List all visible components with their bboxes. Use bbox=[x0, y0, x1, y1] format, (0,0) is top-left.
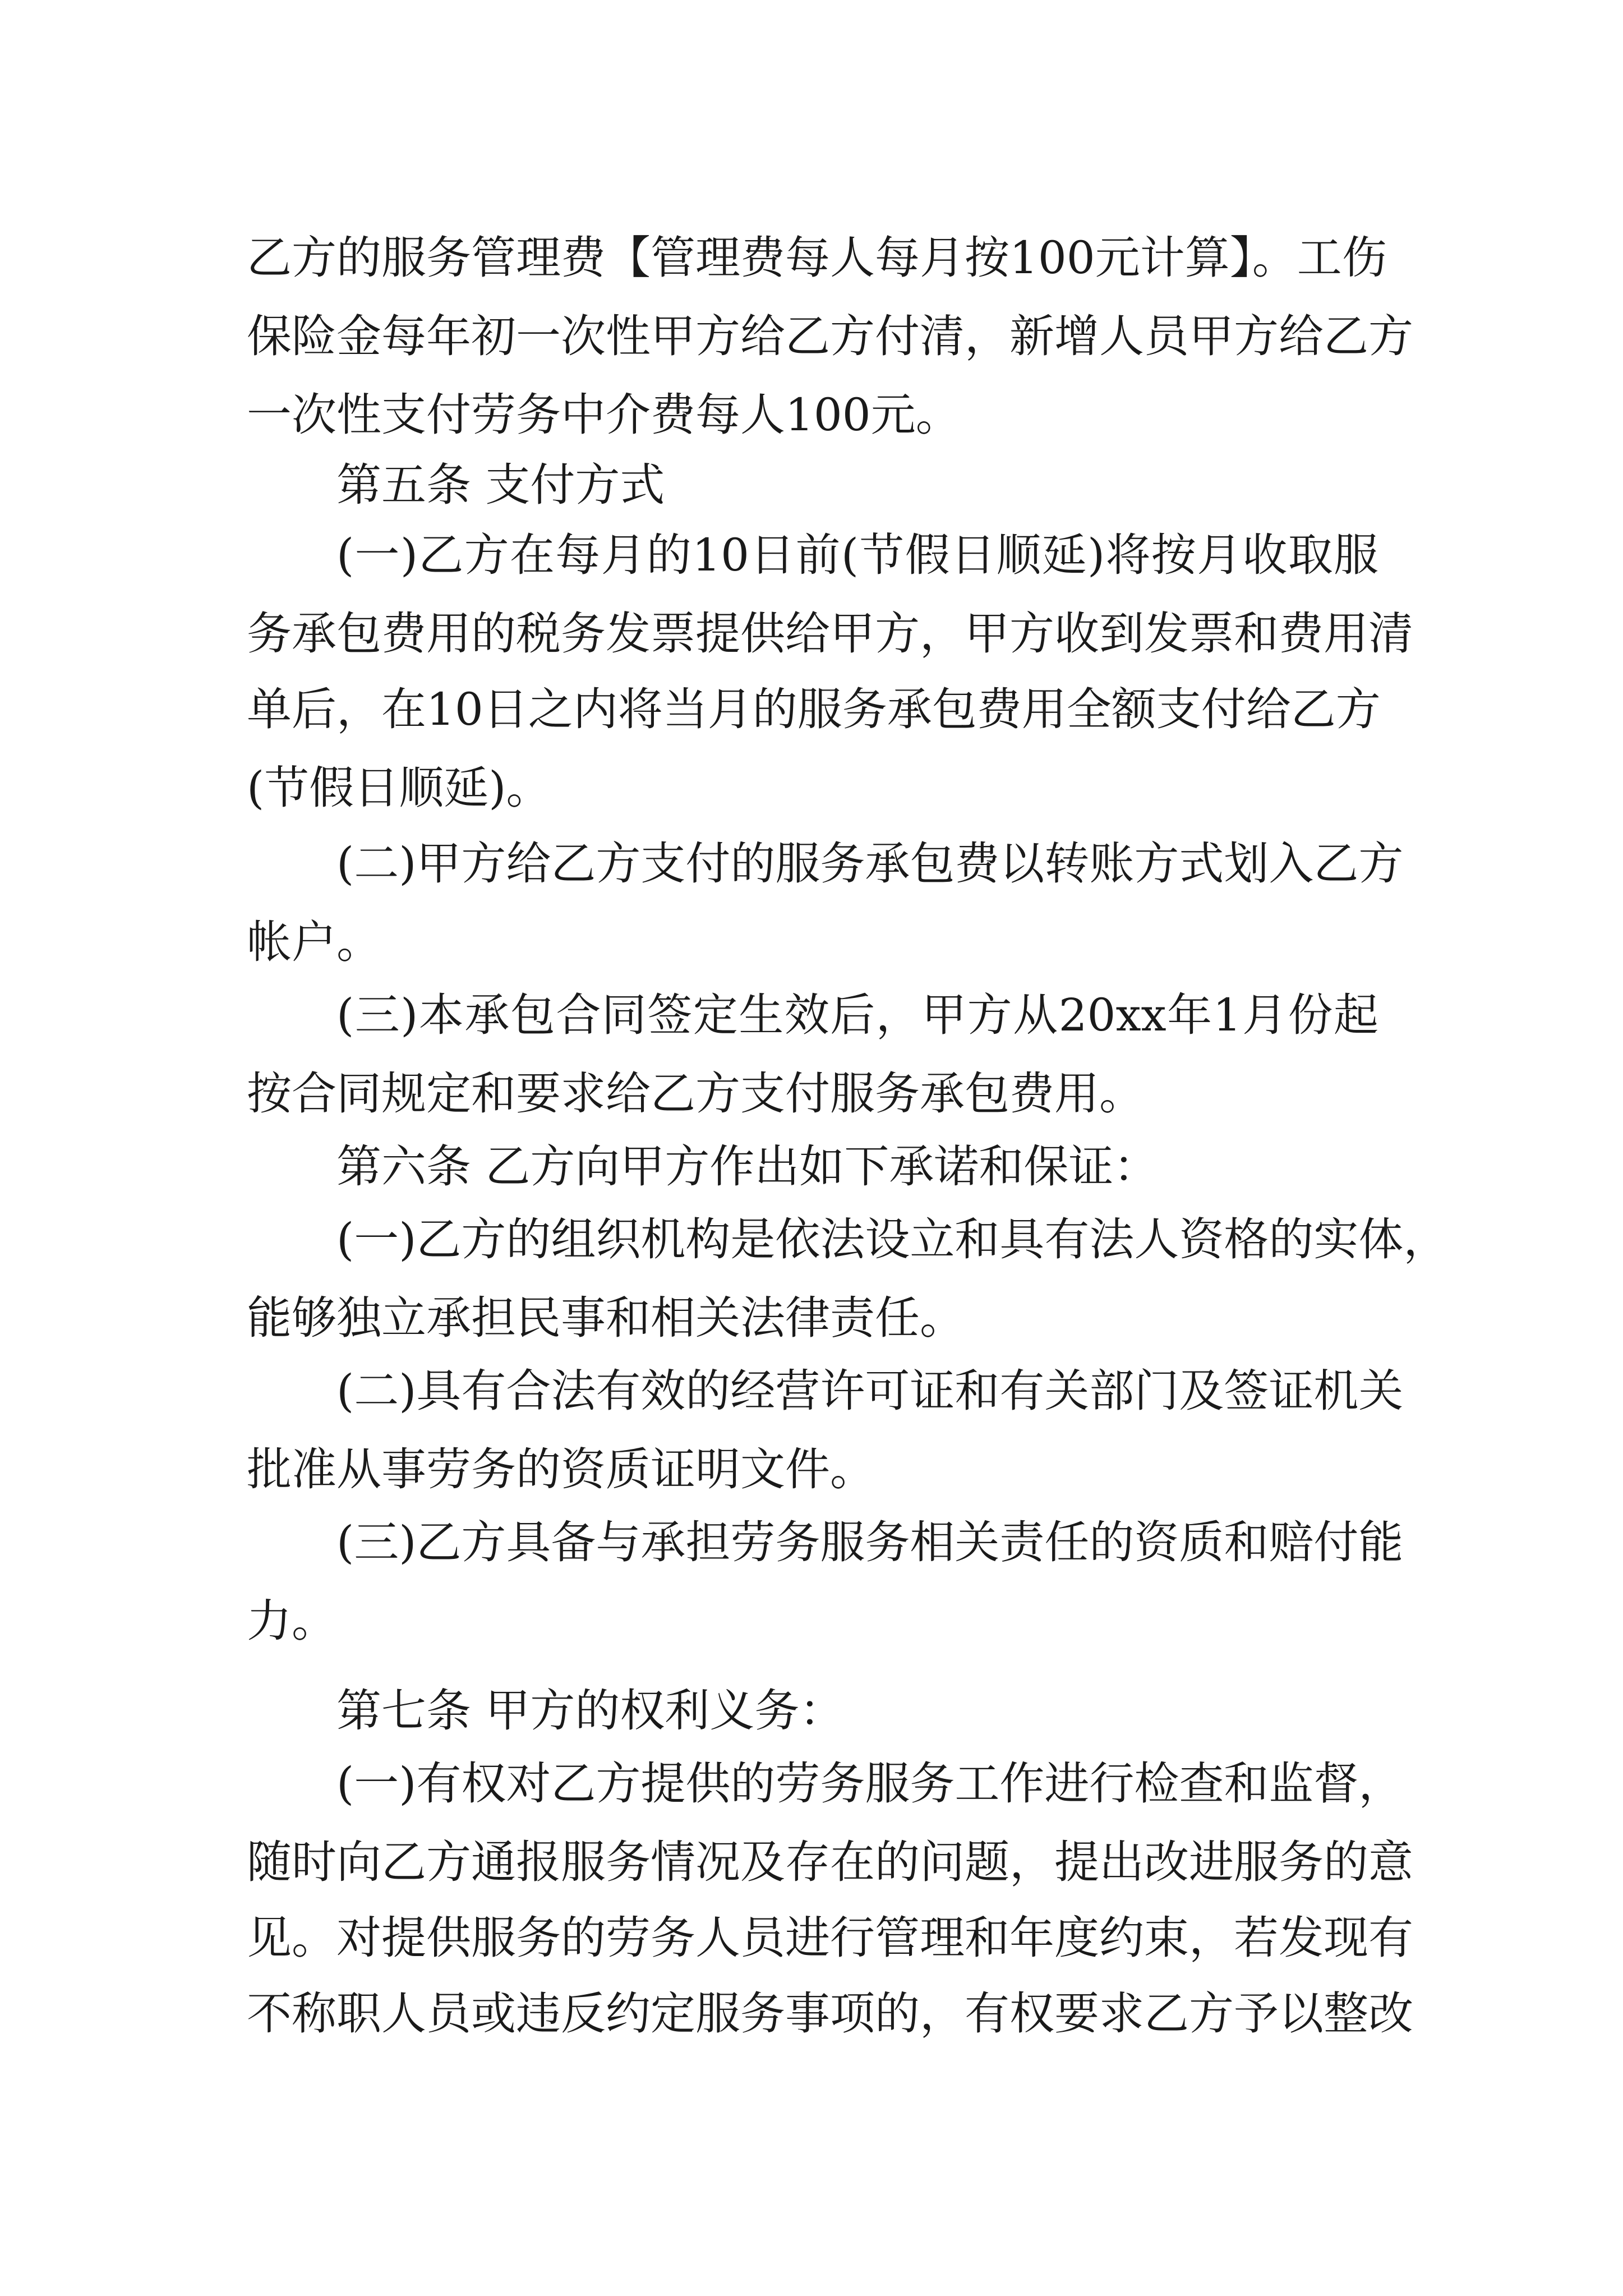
section-heading: 第六条 乙方向甲方作出如下承诺和保证： bbox=[336, 1140, 1159, 1193]
text-line: (二)甲方给乙方支付的服务承包费以转账方式划入乙方 bbox=[336, 838, 1404, 890]
text-line: 见。对提供服务的劳务人员进行管理和年度约束，若发现有 bbox=[247, 1912, 1413, 1964]
text-line: (一)有权对乙方提供的劳务服务工作进行检查和监督， bbox=[336, 1757, 1404, 1810]
section-heading: 第七条 甲方的权利义务： bbox=[336, 1685, 845, 1737]
section-heading: 第五条 支付方式 bbox=[336, 459, 665, 511]
text-line: 随时向乙方通报服务情况及存在的问题，提出改进服务的意 bbox=[247, 1836, 1413, 1888]
text-line: (一)乙方的组织机构是依法设立和具有法人资格的实体， bbox=[336, 1213, 1449, 1266]
text-line: (三)乙方具备与承担劳务服务相关责任的资质和赔付能 bbox=[336, 1516, 1404, 1568]
text-line: 一次性支付劳务中介费每人100元。 bbox=[247, 389, 961, 441]
text-line: (节假日顺延)。 bbox=[247, 762, 551, 814]
text-line: 单后，在10日之内将当月的服务承包费用全额支付给乙方 bbox=[247, 683, 1381, 735]
text-line: 不称职人员或违反约定服务事项的，有权要求乙方予以整改 bbox=[247, 1987, 1413, 2040]
text-line: 能够独立承担民事和相关法律责任。 bbox=[247, 1292, 965, 1344]
text-line: 务承包费用的税务发票提供给甲方，甲方收到发票和费用清 bbox=[247, 608, 1413, 660]
text-line: 乙方的服务管理费【管理费每人每月按100元计算】。工伤 bbox=[247, 232, 1387, 284]
text-line: 按合同规定和要求给乙方支付服务承包费用。 bbox=[247, 1068, 1144, 1120]
text-line: 批准从事劳务的资质证明文件。 bbox=[247, 1443, 875, 1496]
text-line: (一)乙方在每月的10日前(节假日顺延)将按月收取服 bbox=[336, 529, 1378, 581]
text-line: 帐户。 bbox=[247, 916, 381, 968]
text-line: (三)本承包合同签定生效后，甲方从20xx年1月份起 bbox=[336, 989, 1378, 1041]
text-line: 力。 bbox=[247, 1595, 336, 1647]
text-line: 保险金每年初一次性甲方给乙方付清，新增人员甲方给乙方 bbox=[247, 310, 1413, 362]
text-line: (二)具有合法有效的经营许可证和有关部门及签证机关 bbox=[336, 1365, 1404, 1417]
